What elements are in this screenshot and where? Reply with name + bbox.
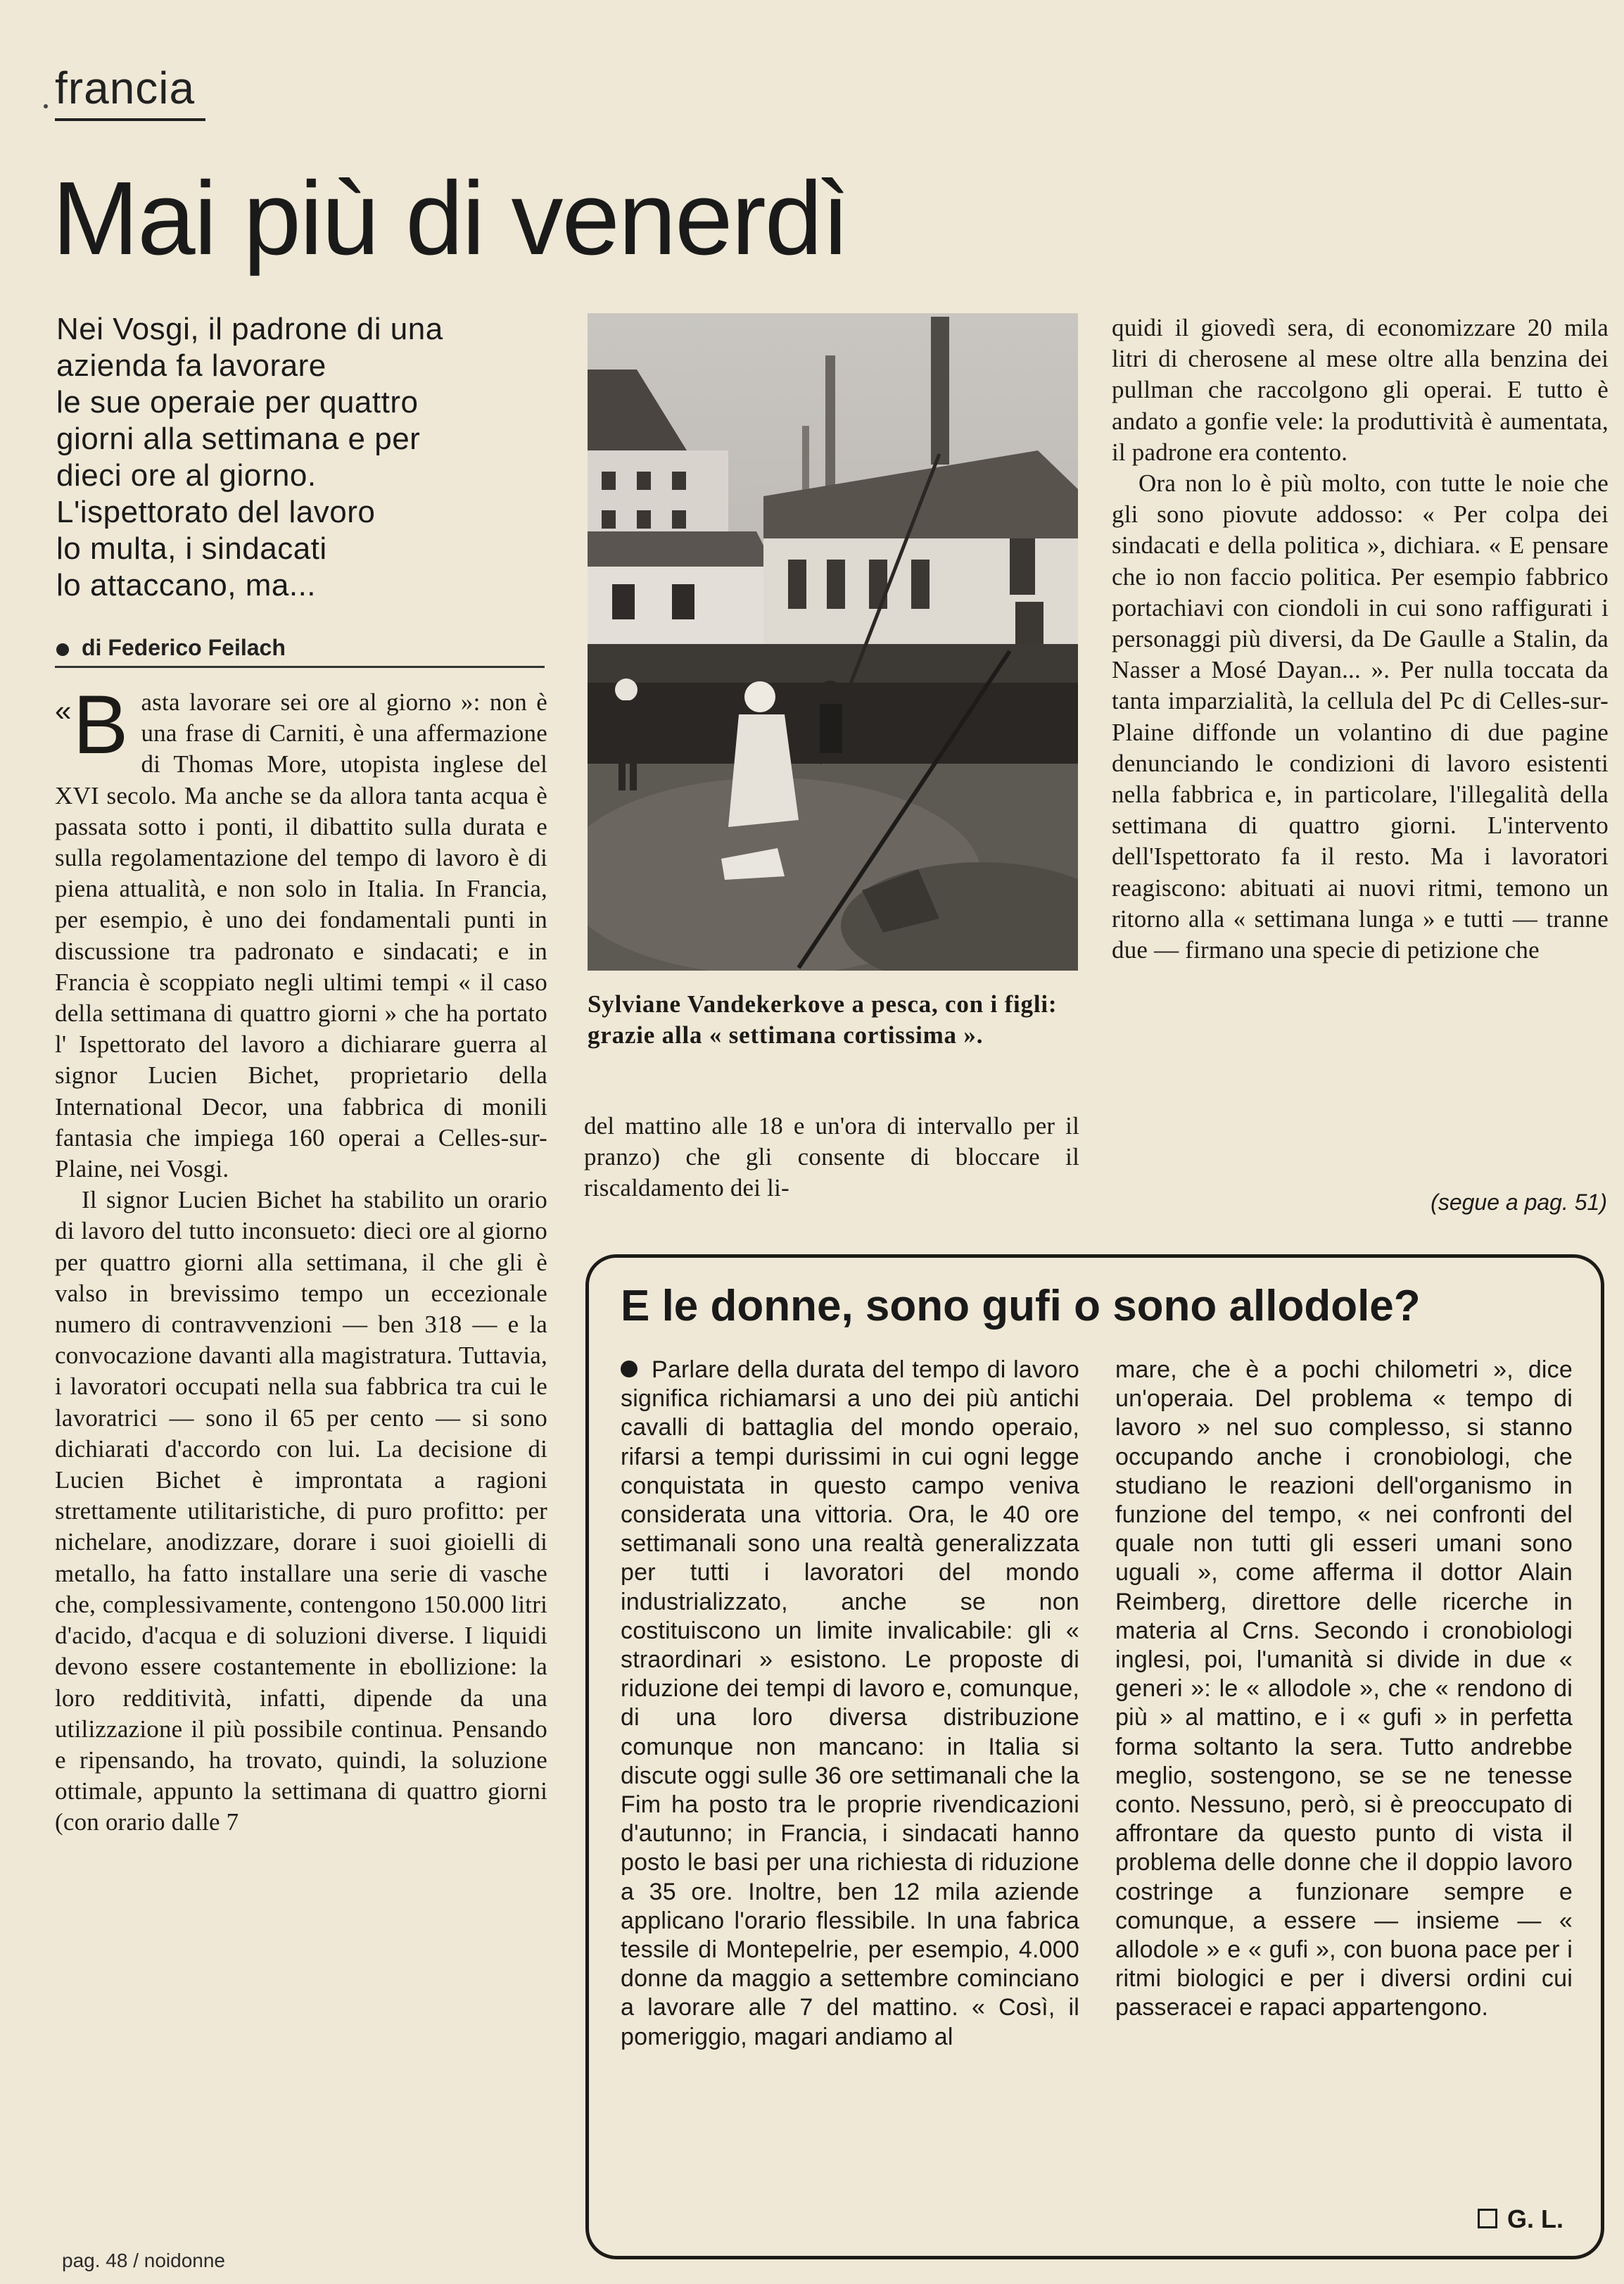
deck-line: lo multa, i sindacati: [56, 531, 327, 566]
drop-cap-letter: B: [72, 679, 129, 771]
bullet-icon: [56, 643, 69, 656]
section-label: francia: [55, 63, 196, 113]
photo-caption: Sylviane Vandekerkove a pesca, con i figli: grazie alla « settimana cortissima ».: [588, 990, 1058, 1049]
byline: [56, 635, 286, 661]
drop-quote: «: [55, 694, 72, 727]
end-mark-icon: [1478, 2209, 1497, 2228]
sidebar-column-1: [621, 1356, 1079, 2052]
byline-text: di Federico Feilach: [82, 635, 286, 660]
deck-line: le sue operaie per quattro: [56, 385, 419, 419]
article-paragraph: quidi il giovedì sera, di economizzare 20 mila litri di cherosene al mese oltre alla benzina dei pullman che raccolgono gli operai. E tutto è andato a gonfie vele: la produttività è aumentata, il padrone era contento.: [1112, 314, 1609, 466]
section-underline: [55, 118, 205, 121]
deck: [56, 311, 549, 604]
sidebar-title: E le donne, sono gufi o sono allodole?: [621, 1282, 1421, 1330]
bullet-icon: [621, 1361, 637, 1377]
headline: Mai più di venerdì: [52, 160, 849, 277]
deck-line: L'ispettorato del lavoro: [56, 495, 376, 529]
paragraph-text: asta lavorare sei ore al giorno »: non è una frase di Carniti, è una affermazione di Thomas More, utopista inglese del XVI secolo. Ma anche se da allora tanta acqua è passata sotto i ponti, il dibattito sulla durata e sulla regolamentazione del tempo di lavoro è di piena attualità, e non solo in Italia. In Francia, per esempio, è uno dei fondamentali punti in discussione tra padronato e sindacati; e in Francia è scoppiato negli ultimi tempi « il caso della settimana di quattro giorni » che ha portato l' Ispettorato del lavoro a dichiarare guerra al signor Lucien Bichet, proprietario della International Decor, una fabbrica di monili fantasia che impiega 160 operai a Celles-sur-Plaine, nei Vosgi.: [55, 688, 547, 1183]
decorative-dot: [44, 104, 48, 108]
deck-line: Nei Vosgi, il padrone di una: [56, 312, 443, 346]
sidebar-signature: [1478, 2204, 1563, 2234]
article-column-1: [55, 679, 547, 1838]
article-paragraph: [55, 679, 547, 1185]
page-footer: pag. 48 / noidonne: [62, 2250, 225, 2271]
deck-line: azienda fa lavorare: [56, 348, 326, 383]
article-column-3: [1112, 313, 1609, 966]
article-paragraph: Il signor Lucien Bichet ha stabilito un orario di lavoro del tutto inconsueto: dieci ore al giorno per quattro giorni alla settimana, il che gli è valso in brevissimo tempo un eccezionale numero di contravvenzioni — ben 318 — e la convocazione davanti alla magistratura. Tuttavia, i lavoratori occupati nella sua fabbrica tra cui le lavoratrici — sono il 65 per cento — si sono dichiarati d'accordo con lui. La decisione di Lucien Bichet è improntata a ragioni strettamente utilitaristiche, di puro profitto: per nichelare, anodizzare, dorare i suoi gioielli di metallo, ha fatto installare una serie di vasche che, complessivamente, contengono 150.000 litri d'acido, d'acqua e di soluzioni diverse. I liquidi devono essere costantemente in ebollizione: la loro redditività, infatti, dipende da una utilizzazione il più possibile continua. Pensando e ripensando, ha trovato, quindi, la soluzione ottimale, appunto la settimana di quattro giorni (con orario dalle 7: [55, 1186, 547, 1836]
deck-line: lo attaccano, ma...: [56, 568, 317, 602]
photo: [588, 313, 1078, 971]
photo-illustration: [588, 313, 1078, 971]
article-column-2: [584, 1111, 1079, 1204]
deck-line: dieci ore al giorno.: [56, 458, 317, 493]
article-paragraph: del mattino alle 18 e un'ora di intervallo per il pranzo) che gli consente di bloccare il riscaldamento dei li-: [584, 1112, 1079, 1202]
article-paragraph: Ora non lo è più molto, con tutte le noie che gli sono piovute addosso: « Per colpa dei sindacati e della politica », dichiara. « E pensare che io non faccio politica. Per esempio fabbrico portachiavi con ciondoli in cui sono raffigurati i personaggi più diversi, da De Gaulle a Stalin, da Nasser a Mosé Dayan... ». Per nulla toccata da tanta imparzialità, la cellula del Pc di Celles-sur-Plaine diffonde un volantino di due pagine denunciando le condizioni di lavoro esistenti nella fabbrica e, in particolare, l'illegalità della settimana di quattro giorni. L'intervento dell'Ispettorato fa il resto. Ma i lavoratori reagiscono: abituati ai nuovi ritmi, temono un ritorno alla « settimana lunga » e tutti — tranne due — firmano una specie di petizione che: [1112, 469, 1609, 964]
sidebar-column-2: mare, che è a pochi chilometri », dice un'operaia. Del problema « tempo di lavoro » nel suo complesso, si stanno occupando anche i cronobiologi, che studiano le reazioni dell'organismo in funzione del tempo, « nei confronti del quale non tutti gli esseri umani sono uguali », come afferma il dottor Alain Reimberg, direttore delle ricerche in materia al Crns. Secondo i cronobiologi inglesi, poi, l'umanità si divide in due « generi »: le « allodole », che « rendono di più » al mattino, e i « gufi » in perfetta forma soltanto la sera. Tutto andrebbe meglio, sostengono, se se ne tenesse conto. Nessuno, però, si è preoccupato di affrontare da questo punto di vista il problema delle donne che il doppio lavoro costringe a funzionare sempre e comunque, a essere — insieme — « allodole » e « gufi », con buona pace per i ritmi biologici e per i diversi ordini cui passeracei e rapaci appartengono.: [1115, 1356, 1573, 2021]
signature-text: G. L.: [1507, 2204, 1563, 2233]
continued-note: (segue a pag. 51): [1430, 1190, 1607, 1215]
byline-rule: [55, 666, 545, 668]
deck-line: giorni alla settimana e per: [56, 422, 421, 456]
sidebar-text: Parlare della durata del tempo di lavoro significa richiamarsi a uno dei più antichi cavalli di battaglia del mondo operaio, rifarsi a tempi durissimi in cui ogni legge conquistata in questo campo veniva considerata una vittoria. Ora, le 40 ore settimanali sono una realtà generalizzata per tutti i lavoratori del mondo industrializzato, anche se non costituiscono un limite invalicabile: gli « straordinari » esistono. Le proposte di riduzione dei tempi di lavoro e, comunque, di una loro diversa distribuzione comunque non mancano: in Italia si discute oggi sulle 36 ore settimanali che la Fim ha posto tra le proprie rivendicazioni d'autunno; in Francia, i sindacati hanno posto le basi per una richiesta di riduzione a 35 ore. Inoltre, ben 12 mila aziende applicano l'orario flessibile. In una fabrica tessile di Montepelrie, per esempio, 4.000 donne da maggio a settembre cominciano a lavorare alle 7 del mattino. « Così, il pomeriggio, magari andiamo al: [621, 1356, 1079, 2050]
drop-cap: [55, 679, 129, 771]
